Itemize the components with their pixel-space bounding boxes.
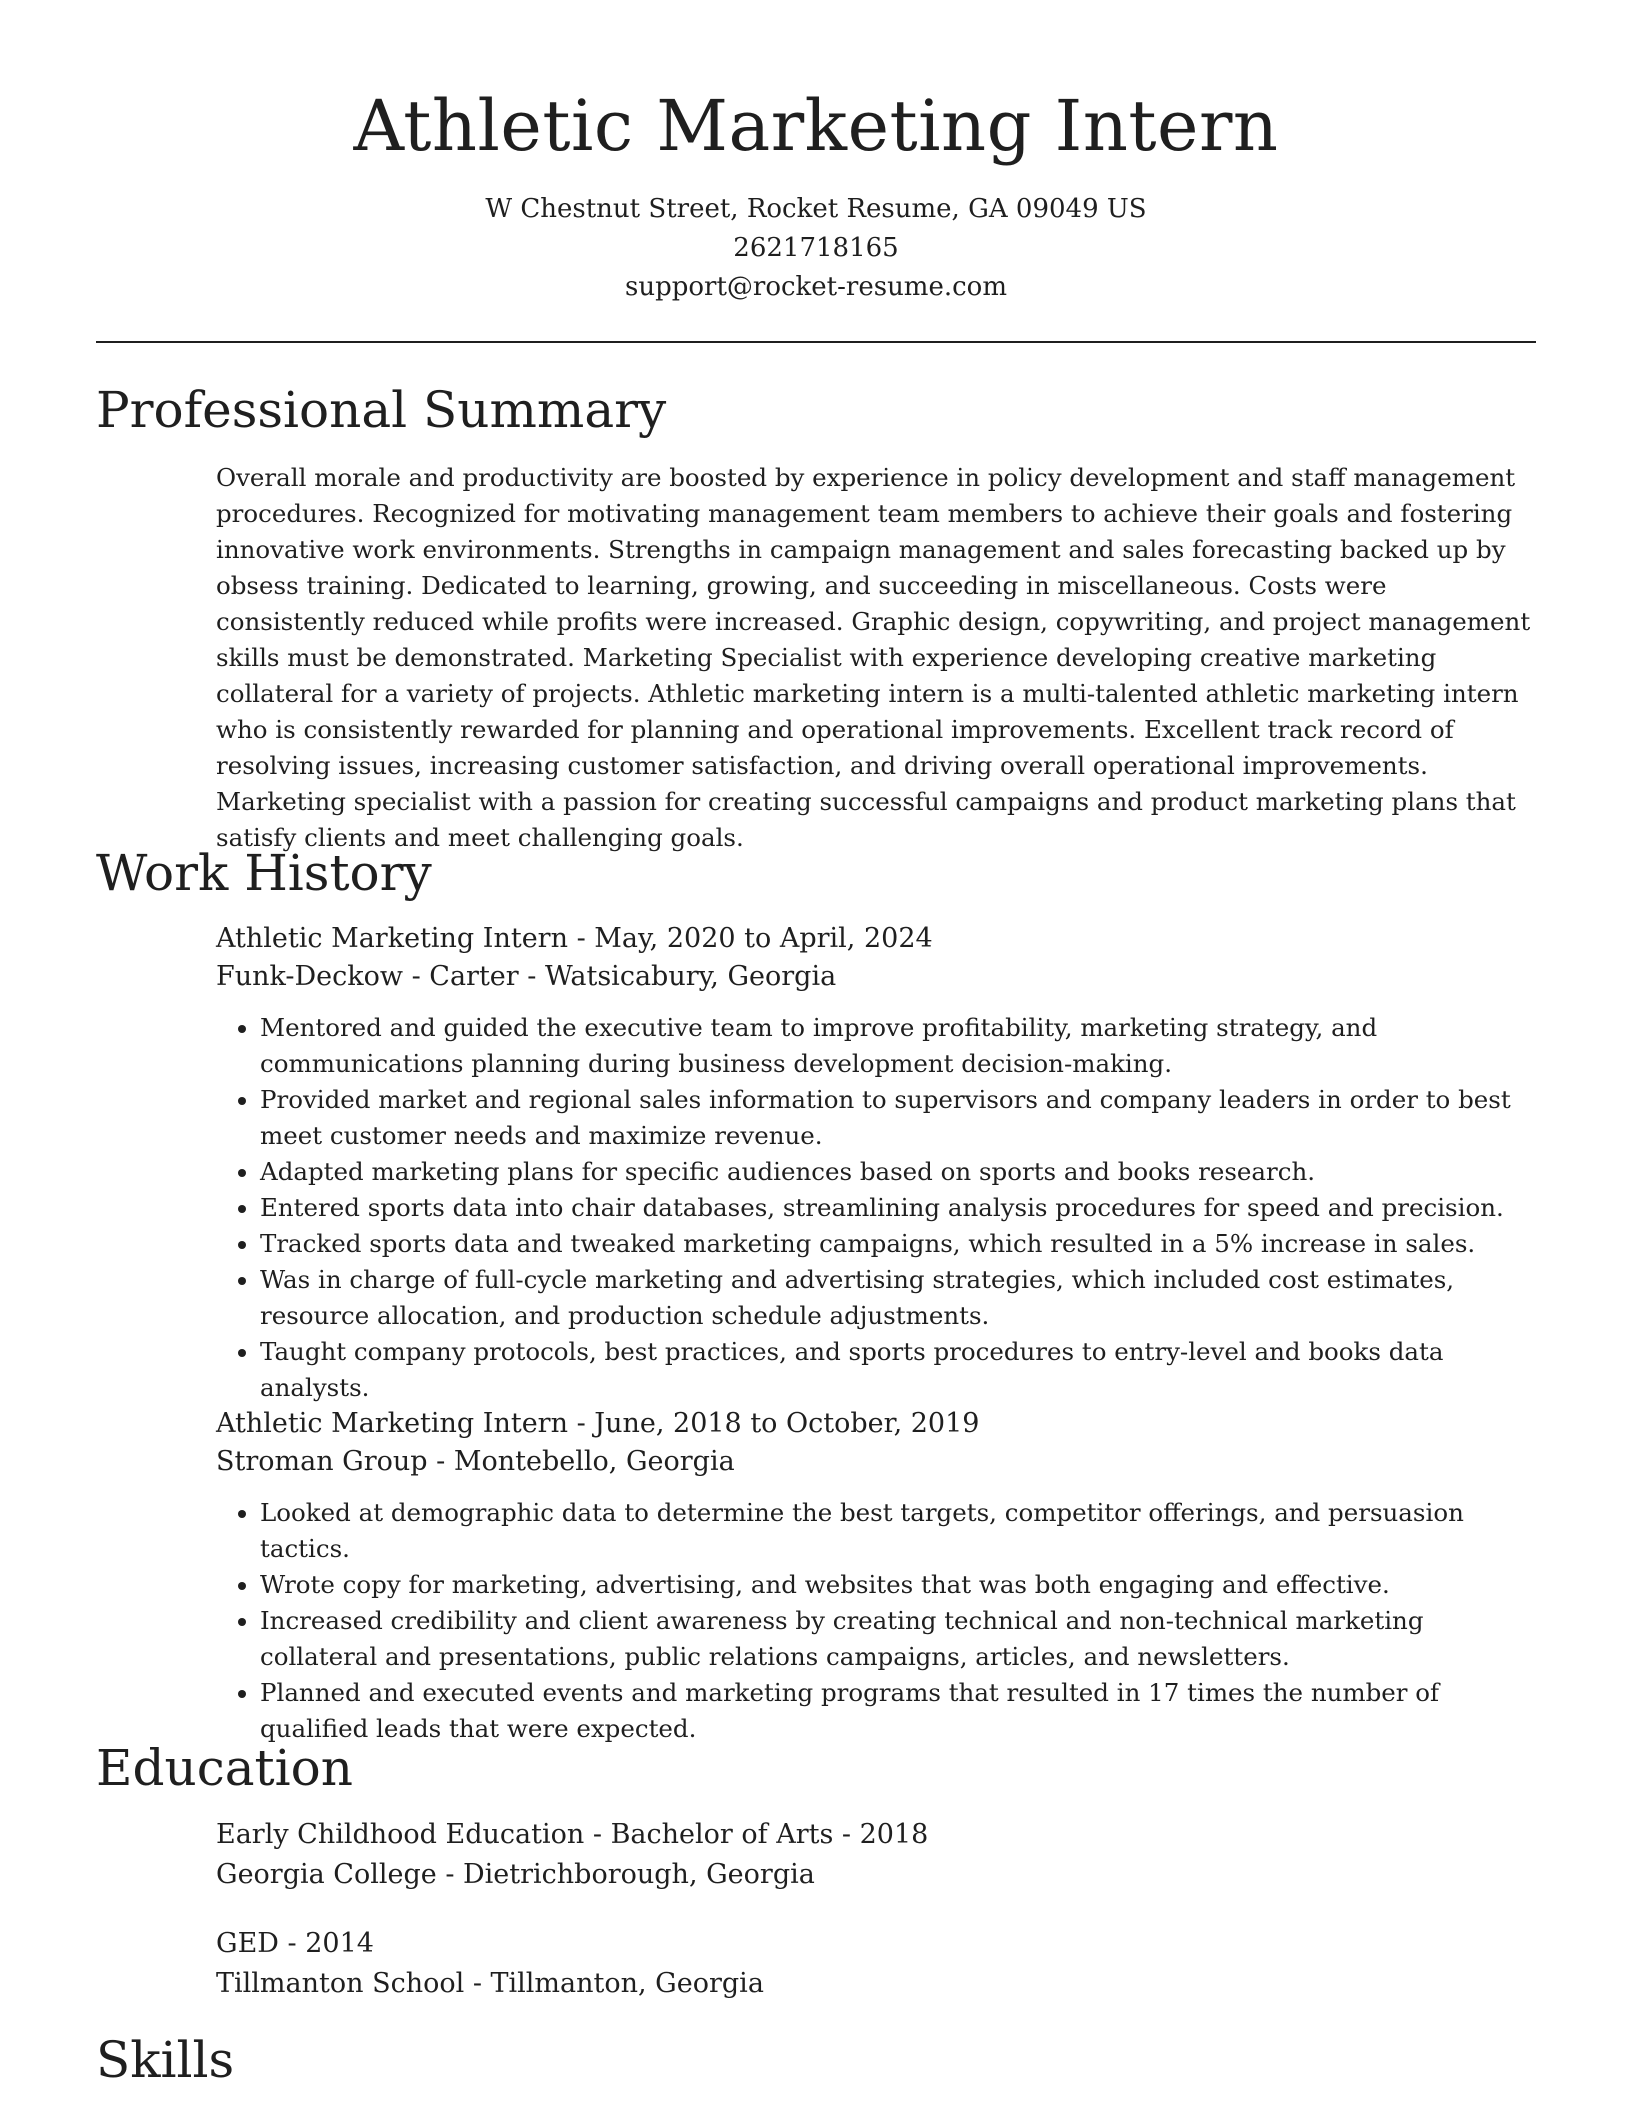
summary-text: Overall morale and productivity are boosted by experience in policy development and staff management procedures. Recognized for motivating management team members to achieve their goals and fostering innovative work environments. Strengths in campaign management and sales forecasting backed up by obsess training. Dedicated to learning, growing, and succeeding in miscellaneous. Costs were consistently reduced while profits were increased. Graphic design, copywriting, and project management skills must be demonstrated. Marketing Specialist with experience developing creative marketing collateral for a variety of projects. Athletic marketing intern is a multi-talented athletic marketing intern who is consistently rewarded for planning and operational improvements. Excellent track record of resolving issues, increasing customer satisfaction, and driving overall operational improvements. Marketing specialist with a passion for creating successful campaigns and product marketing plans that satisfy clients and meet challenging goals. xyxy=(216,463,1531,852)
job-location: - Montebello, Georgia xyxy=(427,1446,735,1477)
resume-header xyxy=(0,0,1632,307)
education-entry xyxy=(216,1815,1538,1895)
job-bullet: • Planned and executed events and marketing programs that resulted in 17 times the number of qualified leads that were expected. xyxy=(260,1675,1538,1747)
job-dates: - May, 2020 to April, 2024 xyxy=(567,923,933,954)
job-bullets xyxy=(216,1010,1538,1406)
skills-heading: Skills xyxy=(96,2031,235,2089)
education-year: - 2014 xyxy=(278,1928,374,1959)
job-company: Funk-Deckow - Carter xyxy=(216,961,519,992)
job-bullet: • Adapted marketing plans for specific audiences based on sports and books research. xyxy=(260,1154,1538,1190)
job-role: Athletic Marketing Intern xyxy=(216,923,568,954)
job-company-line xyxy=(216,1443,1538,1481)
education-location: - Tillmanton, Georgia xyxy=(464,1968,764,1999)
job-role: Athletic Marketing Intern xyxy=(216,1408,568,1439)
job-bullet: • Provided market and regional sales information to supervisors and company leaders in order to best meet customer needs and maximize revenue. xyxy=(260,1082,1538,1154)
phone: 2621718165 xyxy=(733,233,899,263)
education-school-line xyxy=(216,1855,1538,1895)
job-bullet: • Was in charge of full-cycle marketing and advertising strategies, which included cost estimates, resource allocation, and production schedule adjustments. xyxy=(260,1262,1538,1334)
job-bullet: • Mentored and guided the executive team to improve profitability, marketing strategy, and communications planning during business development decision-making. xyxy=(260,1010,1538,1082)
job-location: - Watsicabury, Georgia xyxy=(518,961,837,992)
job-bullet: • Tracked sports data and tweaked marketing campaigns, which resulted in a 5% increase in sales. xyxy=(260,1226,1538,1262)
education-school: Tillmanton School xyxy=(216,1968,465,1999)
job-entry xyxy=(216,1405,1538,1747)
job-bullets xyxy=(216,1495,1538,1747)
education-school: Georgia College xyxy=(216,1859,437,1890)
education-degree-line xyxy=(216,1815,1538,1855)
job-bullet: • Entered sports data into chair databases, streamlining analysis procedures for speed and precision. xyxy=(260,1190,1538,1226)
education-year: - 2018 xyxy=(833,1819,929,1850)
address: W Chestnut Street, Rocket Resume, GA 09049 US xyxy=(485,194,1147,224)
education-entry xyxy=(216,1924,1538,2004)
job-bullet: • Increased credibility and client awareness by creating technical and non-technical marketing collateral and presentations, public relations campaigns, articles, and newsletters. xyxy=(260,1603,1538,1675)
job-title-line xyxy=(216,1405,1538,1443)
job-company: Stroman Group xyxy=(216,1446,428,1477)
candidate-name: Athletic Marketing Intern xyxy=(353,85,1279,167)
education-degree-line xyxy=(216,1924,1538,1964)
job-bullet: • Wrote copy for marketing, advertising, and websites that was both engaging and effective. xyxy=(260,1567,1538,1603)
education-school-line xyxy=(216,1964,1538,2004)
job-bullet: • Looked at demographic data to determine the best targets, competitor offerings, and persuasion tactics. xyxy=(260,1495,1538,1567)
summary-section xyxy=(216,460,1538,856)
summary-heading: Professional Summary xyxy=(96,381,667,439)
work-history-heading: Work History xyxy=(96,844,432,902)
education-location: - Dietrichborough, Georgia xyxy=(436,1859,815,1890)
education-degree: Early Childhood Education - Bachelor of Arts xyxy=(216,1819,834,1850)
job-dates: - June, 2018 to October, 2019 xyxy=(567,1408,980,1439)
job-entry xyxy=(216,920,1538,1406)
job-title-line xyxy=(216,920,1538,958)
contact-block xyxy=(0,190,1632,307)
education-degree: GED xyxy=(216,1928,279,1959)
job-bullet: • Taught company protocols, best practices, and sports procedures to entry-level and books data analysts. xyxy=(260,1334,1538,1406)
header-divider xyxy=(96,341,1536,343)
education-heading: Education xyxy=(96,1739,353,1797)
job-company-line xyxy=(216,958,1538,996)
email: support@rocket-resume.com xyxy=(624,272,1007,302)
